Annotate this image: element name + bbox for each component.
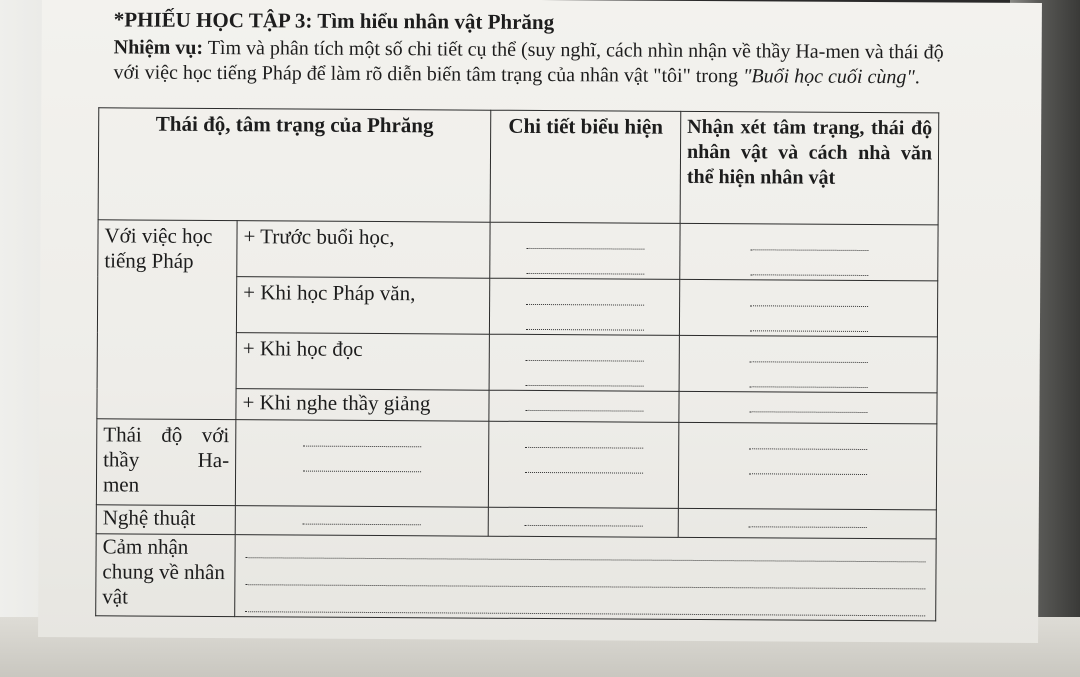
fill-line: [525, 398, 643, 412]
blank-cell: [488, 507, 678, 537]
fill-line: [749, 436, 867, 450]
task-paragraph: [113, 35, 973, 90]
fill-line: [525, 348, 643, 362]
header-details: Chi tiết biểu hiện: [490, 110, 681, 223]
table-row: [98, 220, 938, 281]
fill-line: [749, 374, 867, 388]
fill-line: [526, 236, 644, 250]
fill-line: [750, 262, 868, 276]
blank-cell: [489, 390, 679, 422]
worksheet-paper: [38, 0, 1042, 643]
row-label-teacher-line1: Thái độ với thầy Ha-: [103, 422, 230, 473]
blank-cell: [235, 506, 488, 537]
blank-cell: [490, 222, 680, 279]
fill-line: [246, 539, 926, 562]
blank-cell: [235, 420, 489, 508]
row-label-teacher: [96, 419, 236, 506]
fill-line: [750, 237, 868, 251]
header-attitude: Thái độ, tâm trạng của Phrăng: [98, 108, 491, 222]
row-label-teacher-line2: men: [102, 472, 140, 497]
table-header-row: [98, 108, 939, 225]
fill-line: [245, 566, 925, 589]
fill-line: [749, 461, 867, 475]
fill-line: [525, 460, 643, 474]
blank-cell: [679, 335, 937, 393]
blank-cell: [679, 391, 937, 424]
row-label-summary: Cảm nhận chung về nhân vật: [96, 534, 235, 617]
work-title: "Buổi học cuối cùng": [742, 65, 915, 89]
fill-line: [748, 514, 866, 528]
fill-line: [303, 434, 421, 448]
blank-cell: [679, 279, 937, 337]
blank-cell: [488, 421, 679, 508]
header-comments: Nhận xét tâm trạng, thái độ nhân vật và cách nhà văn thể hiện nhân vật: [680, 111, 939, 225]
fill-line: [525, 373, 643, 387]
row-label-listening: + Khi nghe thầy giảng: [236, 389, 489, 422]
task-label: Nhiệm vụ:: [113, 36, 204, 59]
row-label-art: Nghệ thuật: [96, 505, 235, 535]
fill-line: [525, 435, 643, 449]
fill-line: [526, 292, 644, 306]
group-label-study: Với việc học tiếng Pháp: [97, 220, 237, 420]
fill-line: [525, 317, 643, 331]
blank-cell: [678, 422, 937, 510]
fill-line: [526, 261, 644, 275]
blank-cell: [680, 223, 938, 281]
worksheet-heading: *PHIẾU HỌC TẬP 3: Tìm hiểu nhân vật Phrăng: [113, 7, 555, 35]
row-label-before-class: + Trước buổi học,: [237, 221, 490, 279]
blank-cell: [489, 278, 679, 335]
blank-cell: [489, 334, 679, 391]
blank-cell: [678, 508, 936, 539]
summary-blank-cell: [235, 535, 936, 621]
fill-line: [303, 459, 421, 473]
fill-line: [750, 293, 868, 307]
fill-line: [524, 513, 642, 527]
task-end: .: [914, 66, 920, 89]
task-text: Tìm và phân tích một số chi tiết cụ thể (suy nghĩ, cách nhìn nhận về thầy Ha-men và thái độ với việc học tiếng Pháp để làm rõ diễn biến tâm trạng của nhân vật "tôi" trong: [113, 36, 944, 88]
fill-line: [245, 593, 925, 616]
fill-line: [749, 318, 867, 332]
analysis-table: [95, 107, 939, 621]
row-label-french-lit: + Khi học Pháp văn,: [236, 277, 489, 335]
table-row: [96, 419, 937, 510]
table-row: [96, 534, 936, 621]
fill-line: [749, 349, 867, 363]
row-label-reading: + Khi học đọc: [236, 333, 489, 391]
fill-line: [303, 512, 421, 526]
fill-line: [749, 399, 867, 413]
